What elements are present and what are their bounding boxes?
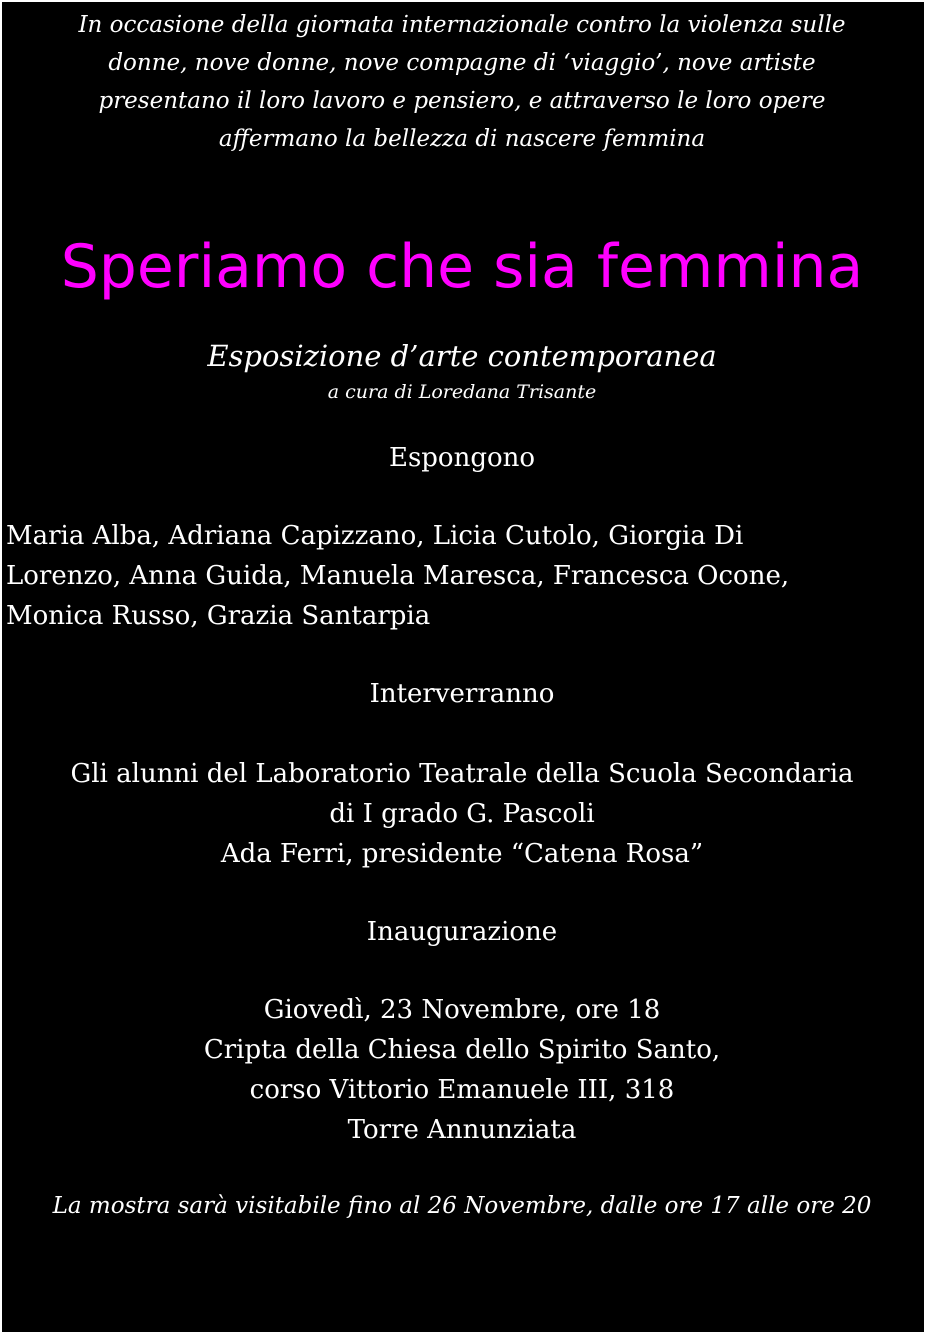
exhibitors-line: Monica Russo, Grazia Santarpia [6,601,431,631]
intro-line: affermano la bellezza di nascere femmina [218,126,706,152]
speakers-line: Gli alunni del Laboratorio Teatrale della Scuola Secondaria [70,759,854,789]
exhibitors-heading: Espongono [388,443,536,473]
intro-line: presentano il loro lavoro e pensiero, e attraverso le loro opere [98,88,826,114]
opening-address: corso Vittorio Emanuele III, 318 [249,1075,675,1105]
opening-date: Giovedì, 23 Novembre, ore 18 [263,995,661,1025]
speakers-heading: Interverranno [369,679,555,709]
curator-credit: a cura di Loredana Trisante [327,381,597,403]
speakers-line: di I grado G. Pascoli [329,799,595,829]
exhibitors-line: Maria Alba, Adriana Capizzano, Licia Cutolo, Giorgia Di [6,521,744,551]
opening-details [2,990,922,1150]
exhibitors-list [6,516,906,636]
intro-line: donne, nove donne, nove compagne di ‘viaggio’, nove artiste [108,50,816,76]
opening-venue: Cripta della Chiesa dello Spirito Santo, [203,1035,721,1065]
visiting-hours-note: La mostra sarà visitabile fino al 26 Novembre, dalle ore 17 alle ore 20 [52,1193,872,1219]
exhibition-title: Speriamo che sia femmina [60,232,864,302]
opening-heading: Inaugurazione [366,917,558,947]
intro-line: In occasione della giornata internazionale contro la violenza sulle [78,12,846,38]
flyer-page [2,2,924,1332]
exhibitors-line: Lorenzo, Anna Guida, Manuela Maresca, Francesca Ocone, [6,561,790,591]
opening-city: Torre Annunziata [347,1115,577,1145]
intro-paragraph [2,6,922,158]
speakers-list [2,754,922,874]
exhibition-subtitle: Esposizione d’arte contemporanea [207,339,717,373]
speakers-line: Ada Ferri, presidente “Catena Rosa” [220,839,704,869]
